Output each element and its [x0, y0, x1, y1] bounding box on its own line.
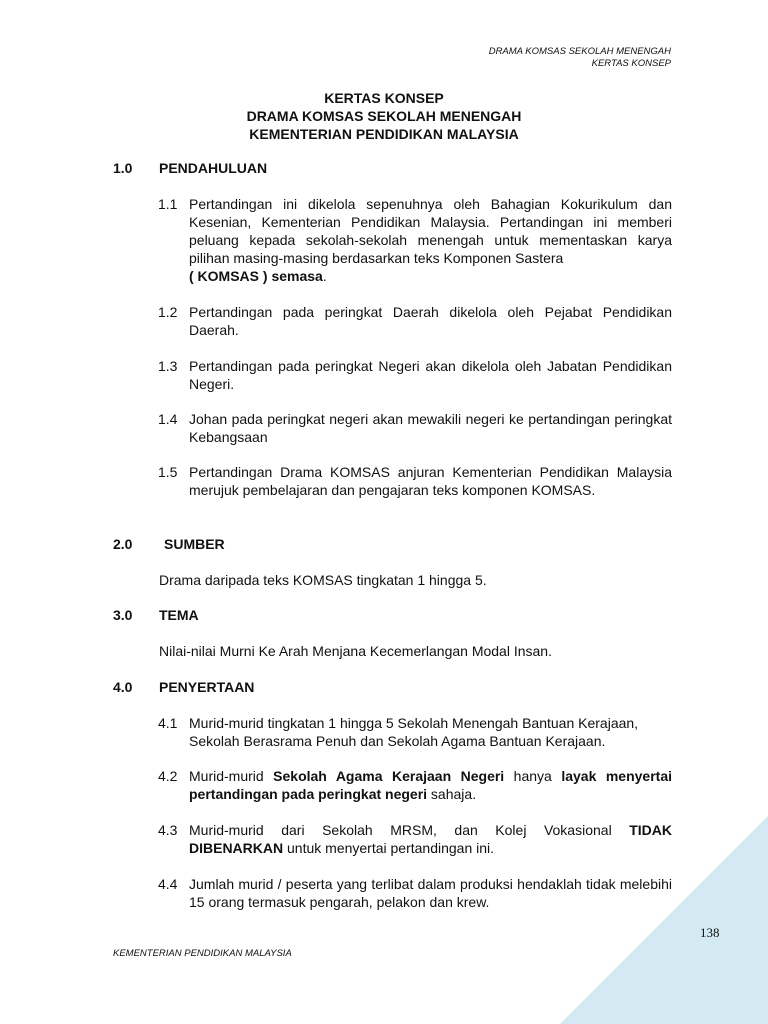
item-number: 1.4: [158, 411, 178, 427]
section-3-text: Nilai-nilai Murni Ke Arah Menjana Kecemerlangan Modal Insan.: [159, 643, 552, 659]
item-number: 4.2: [158, 768, 178, 784]
section-heading-4: [113, 678, 254, 696]
item-text: Pertandingan ini dikelola sepenuhnya oleh Bahagian Kokurikulum dan Kesenian, Kementerian Pendidikan Malaysia. Pertandingan ini memberi peluang kepada sekolah-sekolah menengah untuk mementaskan karya pilihan masing-masing berdasarkan teks Komponen Sastera ( KOMSAS ) semasa.: [189, 196, 672, 284]
running-header-line-2: KERTAS KONSEP: [591, 58, 671, 69]
list-item-4-3: [158, 821, 672, 857]
section-title: SUMBER: [164, 536, 225, 552]
section-number: 2.0: [113, 536, 133, 552]
page-footer: KEMENTERIAN PENDIDIKAN MALAYSIA: [113, 948, 292, 959]
list-item-4-4: [158, 875, 672, 911]
item-text: Johan pada peringkat negeri akan mewakili negeri ke pertandingan peringkat Kebangsaan: [189, 411, 672, 445]
list-item-4-1: [158, 714, 672, 750]
list-item-1-2: [158, 303, 672, 339]
list-item-4-2: [158, 767, 672, 803]
section-number: 3.0: [113, 607, 133, 623]
title-line-3: KEMENTERIAN PENDIDIKAN MALAYSIA: [249, 126, 519, 142]
item-number: 4.4: [158, 876, 178, 892]
item-text: Pertandingan pada peringkat Daerah dikelola oleh Pejabat Pendidikan Daerah.: [189, 304, 672, 338]
document-title: [0, 89, 768, 143]
section-number: 1.0: [113, 160, 133, 176]
item-text: Murid-murid Sekolah Agama Kerajaan Negeri hanya layak menyertai pertandingan pada peringkat negeri sahaja.: [189, 768, 672, 802]
section-title: PENDAHULUAN: [159, 160, 268, 176]
section-heading-2: [113, 535, 225, 553]
item-number: 4.3: [158, 822, 178, 838]
item-text: Murid-murid dari Sekolah MRSM, dan Kolej Vokasional TIDAK DIBENARKAN untuk menyertai pertandingan ini.: [189, 822, 672, 856]
running-header-line-1: DRAMA KOMSAS SEKOLAH MENENGAH: [488, 46, 671, 57]
item-number: 1.5: [158, 464, 178, 480]
item-text: Murid-murid tingkatan 1 hingga 5 Sekolah Menengah Bantuan Kerajaan, Sekolah Berasrama Penuh dan Sekolah Agama Bantuan Kerajaan.: [189, 715, 639, 749]
item-text: Pertandingan Drama KOMSAS anjuran Kementerian Pendidikan Malaysia merujuk pembelajaran dan pengajaran teks komponen KOMSAS.: [189, 464, 672, 498]
list-item-1-3: [158, 357, 672, 393]
section-heading-3: [113, 606, 199, 624]
title-line-2: DRAMA KOMSAS SEKOLAH MENENGAH: [246, 108, 522, 124]
section-title: PENYERTAAN: [159, 679, 255, 695]
list-item-1-4: [158, 410, 672, 446]
item-number: 1.1: [158, 196, 178, 212]
section-number: 4.0: [113, 679, 133, 695]
title-line-1: KERTAS KONSEP: [324, 90, 444, 106]
bold-text: TIDAK DIBENARKAN: [189, 822, 672, 856]
item-number: 1.3: [158, 358, 178, 374]
item-text: Pertandingan pada peringkat Negeri akan dikelola oleh Jabatan Pendidikan Negeri.: [189, 358, 672, 392]
page-number: 138: [700, 925, 720, 940]
item-number: 1.2: [158, 304, 178, 320]
bold-text: Sekolah Agama Kerajaan Negeri: [273, 768, 505, 784]
section-heading-1: [113, 159, 267, 177]
running-header: [489, 46, 671, 70]
list-item-1-1: [158, 195, 672, 285]
list-item-1-5: [158, 463, 672, 499]
bold-text: layak menyertai pertandingan pada peringkat negeri: [189, 768, 672, 802]
bold-text: ( KOMSAS ) semasa: [189, 268, 323, 284]
section-title: TEMA: [159, 607, 199, 623]
item-text: Jumlah murid / peserta yang terlibat dalam produksi hendaklah tidak melebihi 15 orang termasuk pengarah, pelakon dan krew.: [189, 876, 672, 910]
section-2-text: Drama daripada teks KOMSAS tingkatan 1 hingga 5.: [159, 572, 487, 588]
item-number: 4.1: [158, 715, 178, 731]
